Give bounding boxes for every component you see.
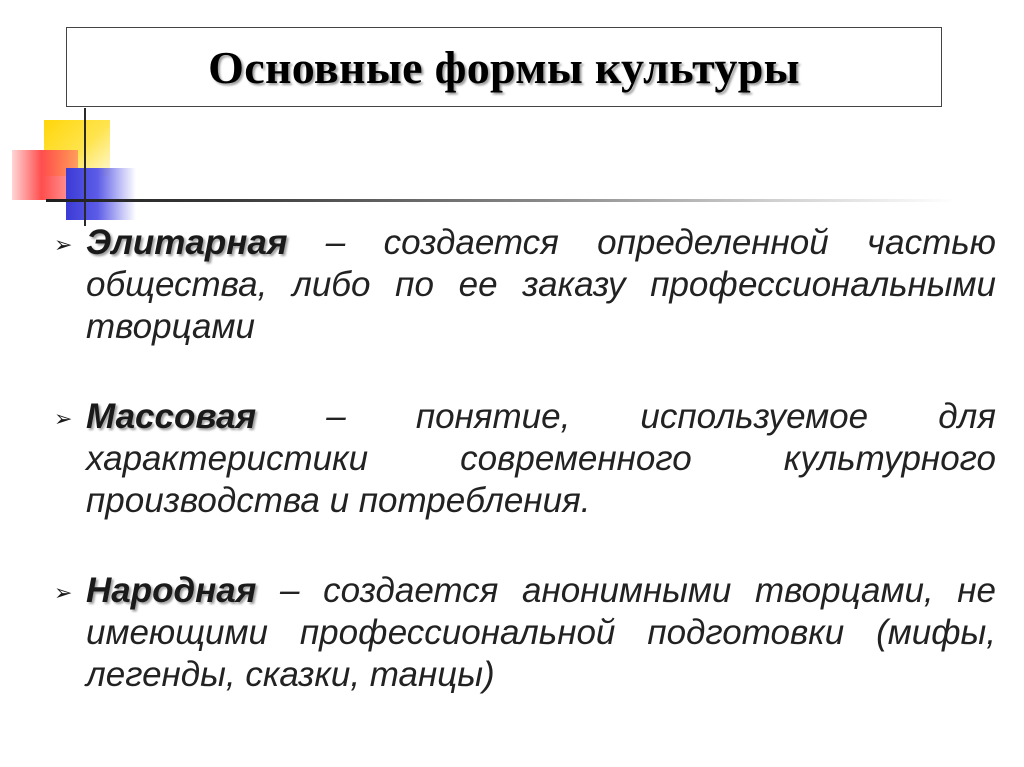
term-label: Народная	[86, 571, 257, 610]
slide-title: Основные формы культуры	[208, 41, 800, 93]
decor-vertical-line	[84, 108, 86, 226]
decor-horizontal-line	[46, 199, 956, 202]
term-definition: – понятие, используемое для характеристики современного культурного производства и потребления.	[86, 397, 996, 520]
bullet-arrow-icon: ➢	[54, 232, 73, 257]
list-item-elite	[52, 222, 996, 348]
bullet-list	[52, 222, 996, 696]
term-label: Элитарная	[86, 223, 288, 262]
bullet-arrow-icon: ➢	[54, 580, 73, 605]
list-item-folk	[52, 570, 996, 696]
decor-blue-square	[66, 168, 136, 220]
bullet-arrow-icon: ➢	[54, 406, 73, 431]
term-definition: – создается анонимными творцами, не имеющими профессиональной подготовки (мифы, легенды, сказки, танцы)	[86, 571, 996, 694]
list-item-mass	[52, 396, 996, 522]
title-box	[66, 27, 942, 107]
term-definition: – создается определенной частью общества, либо по ее заказу профессиональными творцами	[86, 223, 996, 346]
term-label: Массовая	[86, 397, 257, 436]
